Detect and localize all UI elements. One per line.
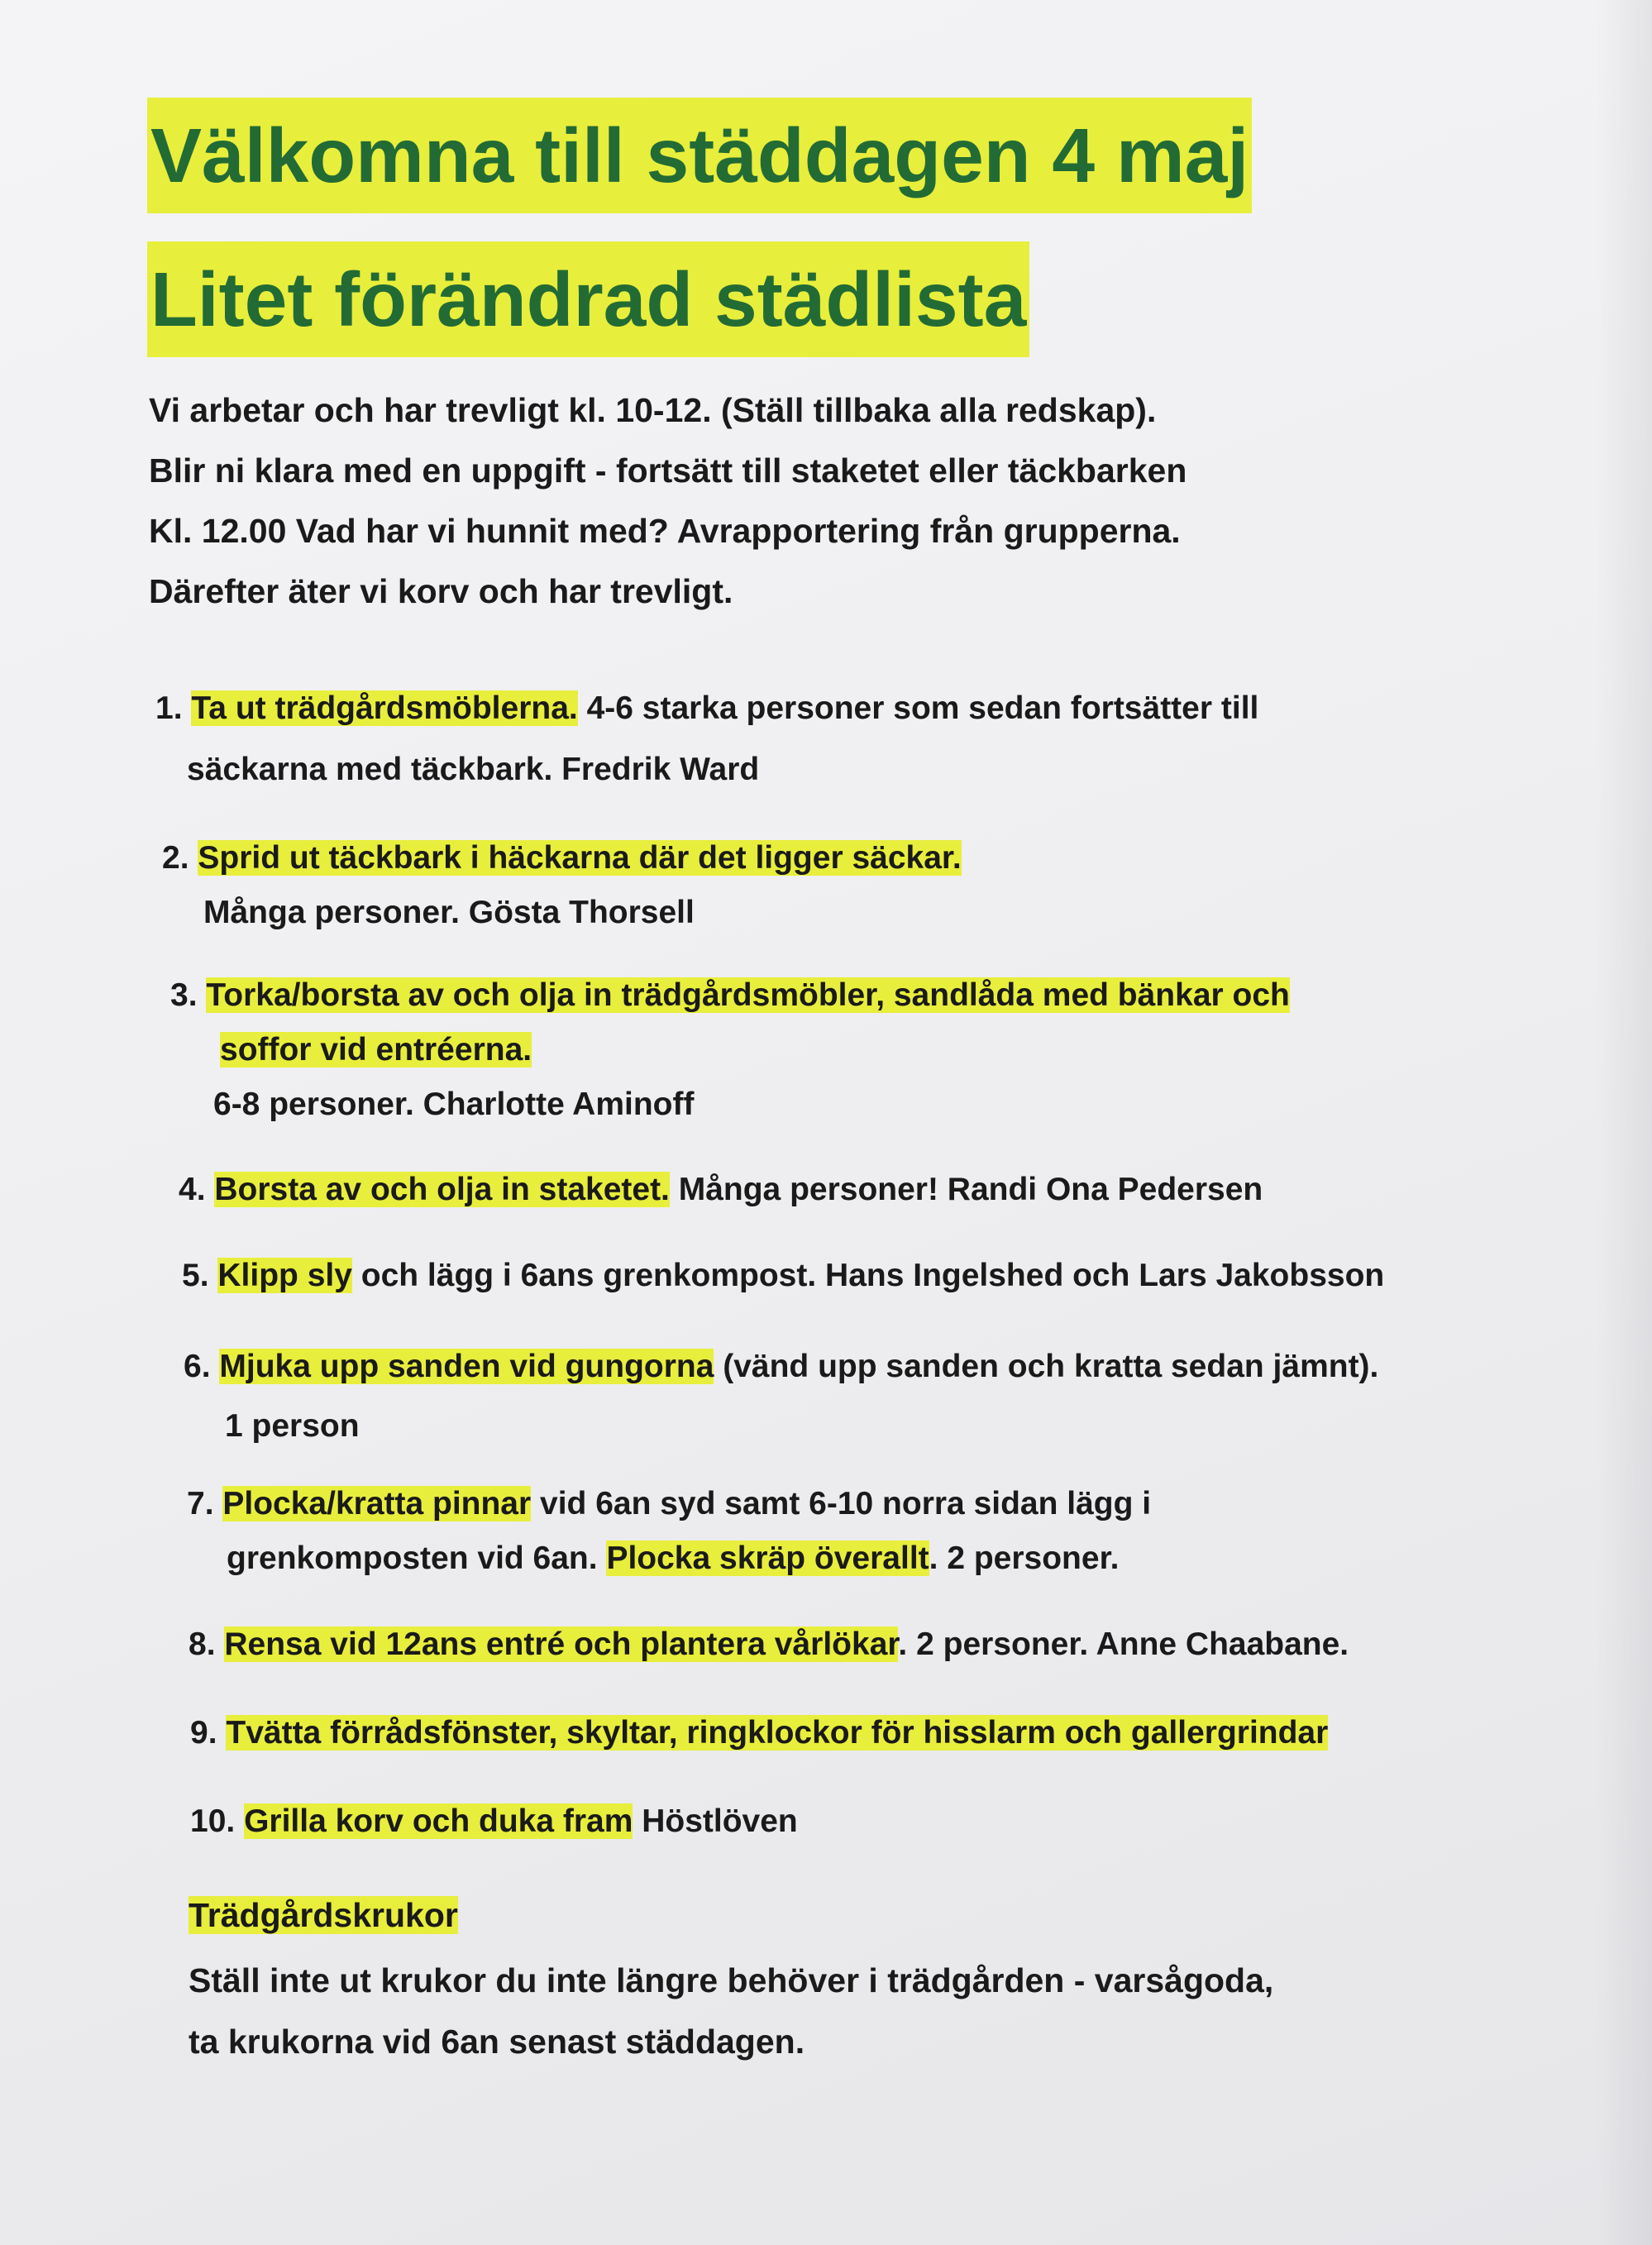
- item-task-highlight: Borsta av och olja in staketet.: [214, 1172, 670, 1207]
- section-heading-text: Trädgårdskrukor: [189, 1896, 458, 1934]
- item-task-highlight: Tvätta förrådsfönster, skyltar, ringklockor för hisslarm och gallergrindar: [226, 1715, 1329, 1751]
- item-number: 6.: [184, 1349, 211, 1384]
- item-task-detail: och lägg i 6ans grenkompost. Hans Ingelshed och Lars Jakobsson: [351, 1258, 1385, 1293]
- intro-paragraph: [149, 380, 1186, 622]
- intro-line: Därefter äter vi korv och har trevligt.: [149, 572, 733, 610]
- list-item: [184, 1337, 1378, 1456]
- item-responsible: Många personer. Gösta Thorsell: [203, 895, 695, 930]
- intro-line: Vi arbetar och har trevligt kl. 10-12. (Ställ tillbaka alla redskap).: [149, 391, 1157, 429]
- list-item: [170, 968, 1290, 1132]
- item-responsible: 6-8 personer. Charlotte Aminoff: [213, 1087, 695, 1122]
- list-item: [190, 1708, 1328, 1759]
- item-number: 2.: [162, 840, 189, 876]
- list-item: [189, 1619, 1349, 1670]
- item-task-detail: Många personer! Randi Ona Pedersen: [669, 1172, 1263, 1207]
- item-task-highlight: Grilla korv och duka fram: [244, 1803, 633, 1839]
- item-responsible: säckarna med täckbark. Fredrik Ward: [187, 752, 760, 787]
- item-task-detail: vid 6an syd samt 6-10 norra sidan lägg i: [531, 1486, 1152, 1521]
- item-number: 9.: [190, 1715, 217, 1751]
- paper-edge-shadow: [1596, 0, 1652, 2245]
- intro-line: Blir ni klara med en uppgift - fortsätt till staketet eller täckbarken: [149, 451, 1187, 490]
- item-number: 7.: [187, 1486, 214, 1521]
- section-heading: [189, 1889, 458, 1941]
- item-task-highlight: Klipp sly: [217, 1258, 352, 1293]
- item-task-highlight: Mjuka upp sanden vid gungorna: [219, 1349, 714, 1384]
- section-line: Ställ inte ut krukor du inte längre behöver i trädgården - varsågoda,: [189, 1961, 1274, 1999]
- section-line: ta krukorna vid 6an senast städdagen.: [189, 2023, 805, 2061]
- item-task-detail: (vänd upp sanden och kratta sedan jämnt).: [714, 1349, 1379, 1384]
- section-body: [189, 1950, 1273, 2072]
- list-item: [162, 831, 962, 940]
- item-task-highlight: Ta ut trädgårdsmöblerna.: [191, 690, 578, 726]
- page-subtitle: Litet förändrad städlista: [147, 261, 1029, 338]
- item-task-highlight: Sprid ut täckbark i häckarna där det ligger säckar.: [198, 840, 962, 876]
- list-item: [187, 1477, 1151, 1586]
- item-number: 10.: [190, 1803, 236, 1839]
- item-number: 3.: [170, 977, 198, 1013]
- item-task-highlight: Plocka skräp överallt: [606, 1540, 929, 1576]
- item-number: 8.: [189, 1626, 216, 1662]
- item-number: 4.: [179, 1172, 206, 1207]
- item-task-highlight: Torka/borsta av och olja in trädgårdsmöbler, sandlåda med bänkar och: [206, 977, 1290, 1013]
- list-item: [155, 678, 1258, 800]
- list-item: [182, 1250, 1384, 1302]
- item-number: 5.: [182, 1258, 209, 1293]
- item-responsible: 1 person: [225, 1408, 360, 1444]
- item-task-detail: grenkomposten vid 6an.: [227, 1540, 607, 1576]
- list-item: [179, 1164, 1263, 1216]
- item-task-detail: . 2 personer. Anne Chaabane.: [898, 1626, 1349, 1662]
- item-task-detail: 4-6 starka personer som sedan fortsätter till: [577, 690, 1259, 726]
- list-item: [190, 1796, 798, 1847]
- item-task-highlight-cont: soffor vid entréerna.: [220, 1032, 532, 1068]
- item-task-highlight: Plocka/kratta pinnar: [222, 1486, 532, 1521]
- item-task-detail: Höstlöven: [633, 1803, 798, 1839]
- item-number: 1.: [155, 690, 183, 726]
- item-task-highlight: Rensa vid 12ans entré och plantera vårlökar: [224, 1626, 899, 1662]
- page-title: Välkomna till städdagen 4 maj: [147, 117, 1252, 194]
- item-responsible: . 2 personer.: [929, 1540, 1120, 1576]
- intro-line: Kl. 12.00 Vad har vi hunnit med? Avrapportering från grupperna.: [149, 512, 1181, 550]
